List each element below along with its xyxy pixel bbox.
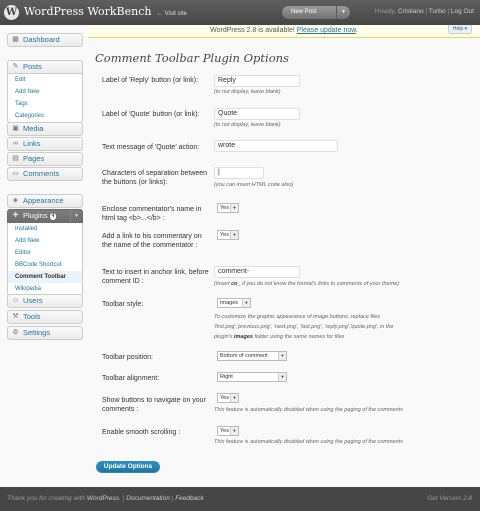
site-title[interactable] [24,5,187,18]
separator: | [425,8,428,15]
separator-input[interactable]: | [214,167,264,179]
settings-icon: ⚙ [12,329,19,336]
toolbar-position-value: Bottom of comment [220,353,268,359]
footer-separator: | [171,495,174,502]
submenu-item-editor[interactable]: Editor [15,250,31,256]
sidebar-item-label: Media [23,124,44,133]
sidebar-item-links[interactable] [7,137,83,151]
chevron-down-icon[interactable]: ▼ [70,210,82,222]
sidebar-item-users[interactable] [7,294,83,308]
turbo-link[interactable]: Turbo [428,8,446,15]
submenu-item-comment-toolbar[interactable]: Comment Toolbar [8,271,82,283]
admin-sidebar [0,25,88,487]
chevron-down-icon: ▼ [230,394,238,402]
style-hint-3c: folder using the same names for files [252,334,345,340]
sidebar-item-label: Posts [23,62,42,71]
update-notice [88,25,480,38]
add-link-value: Yes [220,232,229,238]
toolbar-alignment-select[interactable] [217,372,287,382]
toolbar-alignment-value: Right [220,374,233,380]
smooth-scrolling-label: Enable smooth scrolling : [102,429,181,436]
anchor-hint [214,280,399,288]
anchor-hint-code: co_ [231,281,241,287]
separator: | [447,8,450,15]
site-title-text[interactable]: WordPress WorkBench [24,5,152,18]
toolbar-position-select[interactable] [217,351,287,361]
sidebar-item-plugins[interactable] [7,209,83,223]
wordpress-logo-icon[interactable]: W [5,7,18,18]
sidebar-item-label: Comments [23,169,60,178]
anchor-hint-c: if you do not know the format's links to comments of your theme) [240,281,400,287]
quote-message-label: Text message of 'Quote' action: [102,144,200,151]
sidebar-item-label: Pages [23,154,45,163]
enclose-name-select[interactable] [217,203,239,213]
chevron-down-icon[interactable]: ▼ [336,6,350,19]
reply-label: Label of 'Reply' button (or link): [102,77,199,84]
style-hint-line-2: 'first.png','previous.png', 'next.png', 'last.png', 'reply.png','quote.png', in the [214,324,394,330]
quote-message-input[interactable]: wrote [214,140,338,152]
toolbar-position-label: Toolbar position: [102,354,153,361]
separator-hint: (you can insert HTML code also) [214,182,294,188]
sidebar-item-tools[interactable] [7,310,83,324]
sidebar-item-label: Users [23,296,43,305]
visit-site-link[interactable]: ← Visit site [156,11,187,17]
quote-hint: (to not display, leave blank) [214,122,281,128]
dashboard-icon: ▦ [12,36,19,43]
sidebar-item-label: Plugins [23,211,48,220]
sidebar-item-posts[interactable] [7,60,83,74]
navigate-hint: This feature is automatically disabled when using the paging of the comments [214,407,403,413]
chevron-down-icon: ▼ [230,427,238,435]
smooth-scrolling-hint: This feature is automatically disabled when using the paging of the comments [214,439,403,445]
style-hint-folder: images [234,334,253,340]
footer-separator: . | [119,495,125,502]
sidebar-item-comments[interactable] [7,167,83,181]
toolbar-style-select[interactable] [217,298,251,308]
chevron-down-icon: ▼ [230,204,238,212]
links-icon: ∞ [13,140,18,147]
chevron-down-icon: ▼ [278,373,286,381]
smooth-scrolling-select[interactable] [217,426,239,436]
navigate-buttons-value: Yes [220,395,229,401]
submenu-item-categories[interactable]: Categories [15,113,45,119]
media-icon: ▣ [12,125,19,132]
smooth-scrolling-value: Yes [220,428,229,434]
style-hint-line-3 [214,333,344,341]
pages-icon: ▤ [12,155,19,162]
anchor-text-label: Text to insert in anchor link, before comment ID : [102,269,209,285]
plugins-submenu [7,223,83,296]
toolbar-style-value: Images [220,300,239,306]
sidebar-item-dashboard[interactable] [7,33,83,47]
plugin-update-count-badge: 4 [51,213,55,219]
add-link-label: Add a link to his commentary on the name of the commentator : [102,233,202,249]
sidebar-item-pages[interactable] [7,152,83,166]
separator-label: Characters of separation between the buttons (or links): [102,170,208,186]
feedback-link[interactable]: Feedback [175,495,204,502]
enclose-name-label: Enclose commentator's name in html tag <b>...</b> : [102,206,202,222]
reply-hint: (to not display, leave blank) [214,89,281,95]
users-icon: ☺ [11,297,20,304]
howdy-text: Howdy, [374,8,397,15]
sidebar-item-label: Links [23,139,41,148]
plugins-icon: ✚ [12,212,19,219]
help-tab[interactable]: Help ▾ [448,25,472,34]
quote-label-input[interactable]: Quote [214,108,300,120]
sidebar-item-label: Appearance [23,196,64,205]
footer-thanks: Thank you for creating with [7,495,86,502]
submenu-item-add-new[interactable]: Add New [15,238,40,244]
user-links [375,8,474,15]
submenu-item-tags[interactable]: Tags [15,101,28,107]
style-hint-3a: plugin's [214,334,235,340]
submenu-item-add-new[interactable]: Add New [15,89,40,95]
logout-link[interactable]: Log Out [450,8,474,15]
page-title: Comment Toolbar Plugin Options [95,51,289,65]
user-profile-link[interactable]: Cristiano [397,8,424,15]
admin-footer [0,487,480,511]
sidebar-item-settings[interactable] [7,326,83,340]
admin-header [0,0,480,25]
appearance-icon: ◈ [12,197,19,204]
comments-icon: ▭ [12,170,19,177]
new-post-label: New Post [291,9,317,15]
anchor-hint-a: (Insert [214,281,232,287]
footer-credits [7,495,204,502]
sidebar-item-label: Dashboard [23,35,60,44]
posts-icon: ✎ [12,63,19,70]
chevron-down-icon: ▼ [242,299,250,307]
update-now-link[interactable]: Please update now [296,27,356,34]
tools-icon: ⚒ [12,313,19,320]
update-notice-text: WordPress 2.8 is available! [210,27,295,34]
posts-submenu [7,74,83,123]
documentation-link[interactable]: Documentation [126,495,170,502]
submenu-item-edit[interactable]: Edit [15,77,26,83]
submenu-item-installed[interactable]: Installed [15,226,38,232]
submenu-item-wikipedia[interactable]: Wikipedia [15,286,42,292]
sidebar-item-label: Settings [23,328,51,337]
update-notice-end: . [355,27,358,34]
add-link-select[interactable] [217,230,239,240]
navigate-buttons-label: Show buttons to navigate on your comments : [102,397,206,413]
chevron-down-icon: ▼ [278,352,286,360]
new-post-button[interactable] [282,6,350,19]
sidebar-item-label: Tools [23,312,41,321]
submenu-item-bbcode-shortcut[interactable]: BBCode Shortcut [15,262,62,268]
navigate-buttons-select[interactable] [217,393,239,403]
update-options-button[interactable]: Update Options [96,461,160,473]
get-version-link[interactable]: Get Version 2.8 [427,495,472,502]
quote-label: Label of 'Quote' button (or link): [102,111,200,118]
style-hint-line-1: To customize the graphic appearance of image buttons, replace files [214,314,381,320]
anchor-text-input[interactable]: comment- [214,266,300,278]
chevron-down-icon: ▼ [230,231,238,239]
wordpress-link[interactable]: WordPress [86,495,120,502]
enclose-name-value: Yes [220,205,229,211]
sidebar-item-media[interactable] [7,122,83,136]
toolbar-alignment-label: Toolbar alignment: [102,375,160,382]
sidebar-item-appearance[interactable] [7,194,83,208]
toolbar-style-label: Toolbar style: [102,301,144,308]
reply-label-input[interactable]: Reply [214,75,300,87]
